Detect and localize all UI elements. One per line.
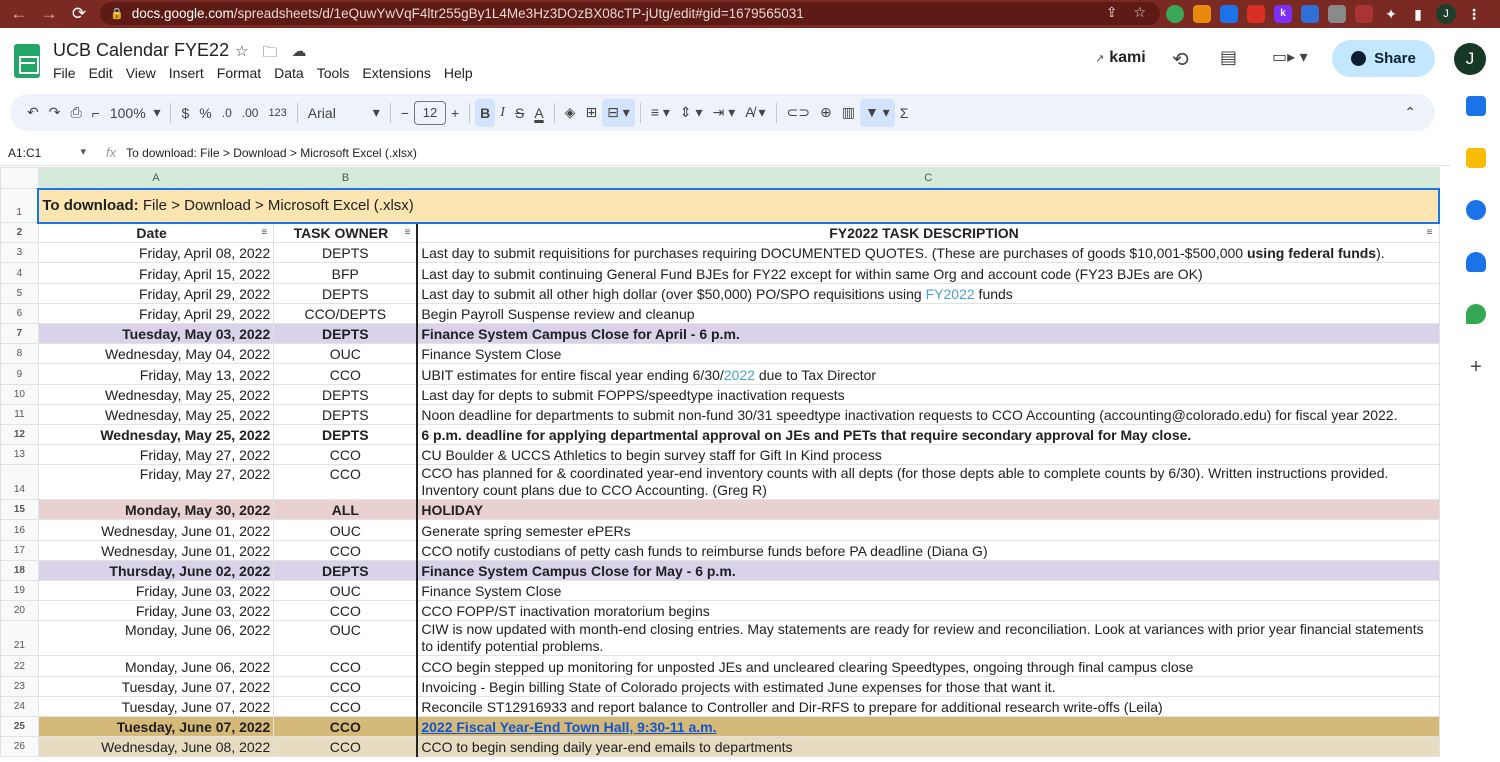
font-select[interactable] [303, 99, 385, 127]
date-cell[interactable]: Wednesday, June 01, 2022 [38, 520, 273, 540]
date-cell[interactable]: Wednesday, June 01, 2022 [38, 540, 273, 560]
extension-chart-icon[interactable] [1193, 5, 1211, 23]
desc-end: funds [974, 285, 1013, 302]
italic-button[interactable]: I [500, 104, 505, 120]
cloud-status-icon[interactable]: ☁ [291, 43, 307, 60]
owner-cell[interactable]: DEPTS [274, 243, 418, 263]
date-cell[interactable]: Tuesday, June 07, 2022 [38, 696, 273, 716]
browser-menu-icon[interactable]: ⋮ [1467, 6, 1481, 22]
date-cell[interactable]: Wednesday, May 25, 2022 [38, 424, 273, 444]
chevron-down-icon: ▾ [372, 104, 380, 120]
description-cell[interactable] [417, 283, 1439, 303]
date-cell[interactable]: Wednesday, May 04, 2022 [38, 344, 273, 364]
menu-insert[interactable]: Insert [168, 65, 204, 81]
owner-cell[interactable]: CCO [274, 696, 418, 716]
description-cell[interactable]: CCO begin stepped up monitoring for unposted JEs and uncleared clearing Speedtypes, ongoing through final campus close [417, 656, 1439, 676]
collapse-menu-icon[interactable]: ⌃ [1404, 104, 1416, 120]
date-cell[interactable]: Tuesday, June 07, 2022 [38, 676, 273, 696]
menu-tools[interactable]: Tools [316, 65, 350, 81]
row-header[interactable]: 15 [1, 500, 39, 520]
globe-icon [1351, 51, 1366, 66]
functions-button[interactable]: Σ [899, 104, 909, 121]
row-header[interactable]: 11 [1, 404, 39, 424]
row-header[interactable]: 20 [1, 601, 39, 621]
undo-icon[interactable]: ↶ [27, 104, 39, 120]
doc-title[interactable]: UCB Calendar FYE22 [53, 40, 230, 60]
description-cell[interactable]: CIW is now updated with month-end closing entries. May statements are ready for review and reconciliation. Look at variances with prior year financial statements to identify potential problems. [417, 621, 1439, 656]
header-owner[interactable] [274, 223, 418, 243]
description-cell[interactable]: Last day to submit continuing General Fund BJEs for FY22 except for within same Org and account code (FY23 BJEs are OK) [417, 263, 1439, 283]
row-header[interactable]: 7 [1, 323, 39, 343]
row-header[interactable]: 2 [1, 223, 39, 243]
download-note-text: File > Download > Microsoft Excel (.xlsx) [138, 196, 414, 214]
row-header[interactable]: 25 [1, 716, 39, 736]
date-cell[interactable]: Friday, April 29, 2022 [38, 303, 273, 323]
formatting-toolbar [10, 94, 1435, 131]
share-button[interactable] [1332, 40, 1435, 77]
filter-icon[interactable]: ≡ [404, 227, 411, 239]
sidepanel-icon[interactable]: ▮ [1414, 6, 1422, 22]
row-header[interactable]: 6 [1, 303, 39, 323]
horizontal-align-icon[interactable]: ≡ ▾ [650, 104, 670, 120]
menu-edit[interactable]: Edit [88, 65, 113, 81]
move-folder-icon[interactable]: 🗀 [262, 44, 278, 61]
menu-bar [53, 65, 486, 81]
row-header[interactable]: 22 [1, 656, 39, 676]
number-format-button[interactable]: 123 [268, 106, 287, 119]
date-cell[interactable]: Wednesday, June 08, 2022 [38, 737, 273, 757]
header-description-label: FY2022 TASK DESCRIPTION [829, 225, 1019, 242]
description-cell[interactable]: HOLIDAY [417, 500, 1439, 520]
date-cell[interactable]: Friday, May 27, 2022 [38, 445, 273, 465]
menu-data[interactable]: Data [274, 65, 304, 81]
insert-link-icon[interactable]: ⊂⊃ [786, 104, 810, 120]
date-cell[interactable]: Monday, June 06, 2022 [38, 621, 273, 656]
description-cell[interactable]: Reconcile ST12916933 and report balance to Controller and Dir-RFS to prepare for additional research write-offs (Leila) [417, 696, 1439, 716]
date-cell[interactable]: Wednesday, May 25, 2022 [38, 404, 273, 424]
owner-cell[interactable]: CCO [274, 676, 418, 696]
description-cell[interactable]: CCO to begin sending daily year-end emails to departments [417, 737, 1439, 757]
desc-end: ). [1376, 245, 1385, 262]
row-header[interactable]: 21 [1, 621, 39, 656]
desc-bold: using federal funds [1246, 245, 1377, 262]
menu-file[interactable]: File [53, 65, 76, 81]
increase-decimal-button[interactable]: .00 [241, 105, 259, 120]
vertical-align-icon[interactable]: ⇕ ▾ [679, 104, 703, 120]
date-cell[interactable]: Monday, May 30, 2022 [38, 500, 273, 520]
browser-toolbar [0, 0, 1500, 28]
get-addons-icon[interactable]: + [1470, 356, 1482, 378]
row-header[interactable]: 1 [1, 189, 39, 223]
filter-icon[interactable]: ≡ [261, 227, 268, 239]
column-header-a[interactable]: A [38, 168, 273, 189]
comments-icon[interactable]: ▤ [1220, 47, 1238, 67]
back-icon[interactable]: ← [10, 4, 28, 23]
zoom-value: 100% [109, 104, 146, 121]
row-header[interactable]: 5 [1, 283, 39, 303]
description-cell[interactable]: Generate spring semester ePERs [417, 520, 1439, 540]
forward-icon[interactable]: → [40, 4, 58, 23]
description-cell[interactable]: Begin Payroll Suspense review and cleanup [417, 303, 1439, 323]
select-all-corner[interactable] [1, 168, 39, 189]
owner-cell[interactable]: DEPTS [274, 384, 418, 404]
owner-cell[interactable]: OUC [274, 621, 418, 656]
browser-profile-avatar[interactable]: J [1436, 4, 1456, 24]
currency-button[interactable]: $ [181, 104, 190, 121]
kami-label: kami [1109, 49, 1146, 66]
extension-trend-icon[interactable] [1220, 5, 1238, 23]
meet-icon[interactable]: ▭▸ ▾ [1272, 49, 1308, 66]
redo-icon[interactable]: ↷ [48, 104, 61, 120]
menu-view[interactable]: View [125, 65, 156, 81]
text-rotation-icon[interactable]: A̸ ▾ [745, 104, 766, 120]
extension-video-icon[interactable] [1247, 5, 1265, 23]
date-cell[interactable]: Friday, April 15, 2022 [38, 263, 273, 283]
date-cell[interactable]: Friday, June 03, 2022 [38, 581, 273, 601]
url-path: /spreadsheets/d/1eQuwYwVqF4ltr255gBy1L4Me3Hz3DOzBX08cTP-jUtg/edit#gid=1679565031 [233, 6, 804, 21]
description-cell[interactable]: Noon deadline for departments to submit non-fund 30/31 speedtype inactivation requests to CCO Accounting (accounting@colorado.edu) for fiscal year 2022. [417, 404, 1439, 424]
description-cell[interactable]: Finance System Campus Close for May - 6 p.m. [417, 560, 1439, 580]
decrease-decimal-button[interactable]: .0 [221, 105, 232, 120]
share-label: Share [1374, 50, 1416, 67]
extension-stats-icon[interactable] [1328, 5, 1346, 23]
owner-cell[interactable]: CCO [274, 465, 418, 500]
description-cell[interactable] [417, 364, 1439, 384]
row-header[interactable]: 19 [1, 581, 39, 601]
date-cell[interactable]: Wednesday, May 25, 2022 [38, 384, 273, 404]
strikethrough-button[interactable]: S [514, 104, 525, 121]
row-header[interactable]: 14 [1, 465, 39, 500]
extensions-tray [1166, 4, 1483, 24]
description-cell[interactable]: Finance System Close [417, 344, 1439, 364]
owner-cell[interactable]: OUC [274, 581, 418, 601]
owner-cell[interactable]: DEPTS [274, 323, 418, 343]
header-description[interactable] [417, 223, 1439, 243]
row-header[interactable]: 18 [1, 560, 39, 580]
paint-format-icon[interactable]: ⌐ [91, 104, 100, 121]
owner-cell[interactable]: CCO [274, 656, 418, 676]
row-header[interactable]: 12 [1, 424, 39, 444]
description-cell[interactable]: CCO FOPP/ST inactivation moratorium begins [417, 601, 1439, 621]
lock-icon: 🔒 [110, 8, 124, 20]
description-cell[interactable]: Last day for depts to submit FOPPS/speedtype inactivation requests [417, 384, 1439, 404]
font-name: Arial [307, 104, 336, 121]
row-header[interactable]: 16 [1, 520, 39, 540]
description-cell[interactable] [417, 243, 1439, 263]
row-header[interactable]: 4 [1, 263, 39, 283]
date-cell[interactable]: Thursday, June 02, 2022 [38, 560, 273, 580]
desc-highlight: 2022 [723, 366, 755, 383]
desc-end: due to Tax Director [754, 366, 877, 383]
extensions-puzzle-icon[interactable]: ✦ [1385, 6, 1397, 22]
date-cell[interactable]: Friday, May 27, 2022 [38, 465, 273, 500]
font-size-decrease-icon[interactable]: − [400, 104, 409, 121]
description-cell[interactable]: CU Boulder & UCCS Athletics to begin survey staff for Gift In Kind process [417, 445, 1439, 465]
formula-bar [0, 140, 1450, 166]
description-cell[interactable] [417, 716, 1439, 736]
desc-text: Last day to submit requisitions for purchases requiring DOCUMENTED QUOTES. (These are purchases of goods $10,001-$500,000 [421, 245, 1247, 262]
description-cell[interactable]: Invoicing - Begin billing State of Colorado projects with estimated June expenses for those that want it. [417, 676, 1439, 696]
owner-cell[interactable]: DEPTS [274, 283, 418, 303]
extension-sync-icon[interactable] [1355, 5, 1373, 23]
name-box[interactable]: A1:C1 ▾ [0, 146, 92, 160]
font-size-increase-icon[interactable]: + [450, 104, 460, 121]
description-cell[interactable]: Finance System Campus Close for April - 6 p.m. [417, 323, 1439, 343]
row-header[interactable]: 9 [1, 364, 39, 384]
account-avatar[interactable]: J [1454, 43, 1486, 75]
font-size-input[interactable]: 12 [414, 101, 446, 125]
sheets-logo-icon[interactable] [14, 44, 40, 78]
owner-cell[interactable]: BFP [274, 263, 418, 283]
external-link-icon: ↗ [1095, 53, 1105, 65]
desc-text: Last day to submit all other high dollar (over $50,000) PO/SPO requisitions using [421, 285, 926, 302]
filter-icon[interactable]: ≡ [1426, 227, 1433, 239]
address-bar[interactable] [100, 2, 1160, 25]
date-cell[interactable]: Friday, June 03, 2022 [38, 601, 273, 621]
percent-button[interactable]: % [199, 104, 212, 121]
owner-cell[interactable]: DEPTS [274, 404, 418, 424]
header-owner-label: TASK OWNER [293, 225, 389, 242]
text-wrap-icon[interactable]: ⇥ ▾ [712, 104, 736, 120]
sheet-grid[interactable] [0, 167, 1440, 762]
print-icon[interactable]: ⎙ [70, 104, 82, 120]
description-cell[interactable]: CCO has planned for & coordinated year-end inventory counts with all depts (for those depts able to complete counts by 6/30). Written instructions provided. Inventory count plans due to CCO Accounting. (Greg R) [417, 465, 1439, 500]
tasks-icon[interactable] [1466, 200, 1486, 220]
row-header[interactable]: 8 [1, 344, 39, 364]
insert-comment-icon[interactable]: ⊕ [819, 104, 832, 120]
description-cell[interactable]: 6 p.m. deadline for applying departmental approval on JEs and PETs that require secondary approval for May close. [417, 424, 1439, 444]
row-header[interactable]: 3 [1, 243, 39, 263]
date-cell[interactable]: Monday, June 06, 2022 [38, 656, 273, 676]
url-host: docs.google.com [131, 6, 234, 21]
download-note-cell[interactable] [38, 189, 1439, 223]
extension-grammarly-icon[interactable] [1166, 5, 1184, 23]
date-cell[interactable]: Friday, May 13, 2022 [38, 364, 273, 384]
row-header[interactable]: 23 [1, 676, 39, 696]
column-header-c[interactable]: C [417, 168, 1439, 189]
maps-icon[interactable] [1466, 304, 1486, 324]
description-cell[interactable]: CCO notify custodians of petty cash funds to reimburse funds before PA deadline (Diana G) [417, 540, 1439, 560]
formula-input[interactable]: To download: File > Download > Microsoft Excel (.xlsx) [126, 145, 417, 160]
row-header[interactable]: 10 [1, 384, 39, 404]
owner-cell[interactable]: DEPTS [274, 424, 418, 444]
download-note-label: To download: [42, 196, 139, 214]
desc-highlight: FY2022 [925, 285, 975, 302]
version-history-icon[interactable]: ⟲ [1172, 49, 1189, 71]
owner-cell[interactable]: CCO/DEPTS [274, 303, 418, 323]
date-cell[interactable]: Tuesday, May 03, 2022 [38, 323, 273, 343]
fx-icon: fx [106, 145, 117, 160]
desc-text: UBIT estimates for entire fiscal year ending 6/30/ [421, 366, 724, 383]
column-header-b[interactable]: B [274, 168, 418, 189]
owner-cell[interactable]: CCO [274, 716, 418, 736]
date-cell[interactable]: Friday, April 29, 2022 [38, 283, 273, 303]
fill-color-icon[interactable]: ◈ [564, 104, 576, 120]
zoom-select[interactable]: 100% ▾ [109, 104, 161, 121]
menu-help[interactable]: Help [443, 65, 473, 81]
row-header[interactable]: 13 [1, 445, 39, 465]
menu-extensions[interactable]: Extensions [362, 65, 431, 81]
description-cell[interactable]: Finance System Close [417, 581, 1439, 601]
owner-cell[interactable]: CCO [274, 737, 418, 757]
owner-cell[interactable]: ALL [274, 500, 418, 520]
share-page-icon[interactable]: ⇪ [1105, 4, 1118, 20]
keep-icon[interactable] [1466, 148, 1486, 168]
row-header[interactable]: 17 [1, 540, 39, 560]
borders-icon[interactable]: ⊞ [585, 104, 598, 120]
owner-cell[interactable]: OUC [274, 520, 418, 540]
menu-format[interactable]: Format [216, 65, 262, 81]
filter-icon[interactable]: ▼ ▾ [860, 99, 895, 127]
date-cell[interactable]: Friday, April 08, 2022 [38, 243, 273, 263]
contacts-icon[interactable] [1466, 252, 1486, 272]
row-header[interactable]: 26 [1, 737, 39, 757]
owner-cell[interactable]: CCO [274, 601, 418, 621]
text-color-button[interactable]: A [534, 104, 544, 121]
extension-kami-icon[interactable]: k [1274, 5, 1292, 23]
extension-tools-icon[interactable] [1301, 5, 1319, 23]
row-header[interactable]: 24 [1, 696, 39, 716]
star-icon[interactable]: ☆ [235, 43, 249, 60]
merge-cells-icon[interactable]: ⊟ ▾ [602, 99, 635, 127]
owner-cell[interactable]: CCO [274, 540, 418, 560]
calendar-icon[interactable] [1466, 96, 1486, 116]
date-cell[interactable]: Tuesday, June 07, 2022 [38, 716, 273, 736]
reload-icon[interactable]: ⟳ [71, 4, 87, 23]
owner-cell[interactable]: DEPTS [274, 560, 418, 580]
owner-cell[interactable]: OUC [274, 344, 418, 364]
bold-button[interactable]: B [475, 99, 495, 127]
bookmark-star-icon[interactable]: ☆ [1133, 4, 1146, 20]
owner-cell[interactable]: CCO [274, 364, 418, 384]
side-panel [1452, 96, 1500, 762]
header-date-label: Date [136, 225, 167, 242]
kami-button[interactable] [1095, 49, 1146, 67]
insert-chart-icon[interactable]: ▥ [841, 104, 855, 120]
town-hall-link[interactable]: 2022 Fiscal Year-End Town Hall, 9:30-11 a.m. [421, 719, 717, 736]
header-date[interactable] [38, 223, 273, 243]
owner-cell[interactable]: CCO [274, 445, 418, 465]
